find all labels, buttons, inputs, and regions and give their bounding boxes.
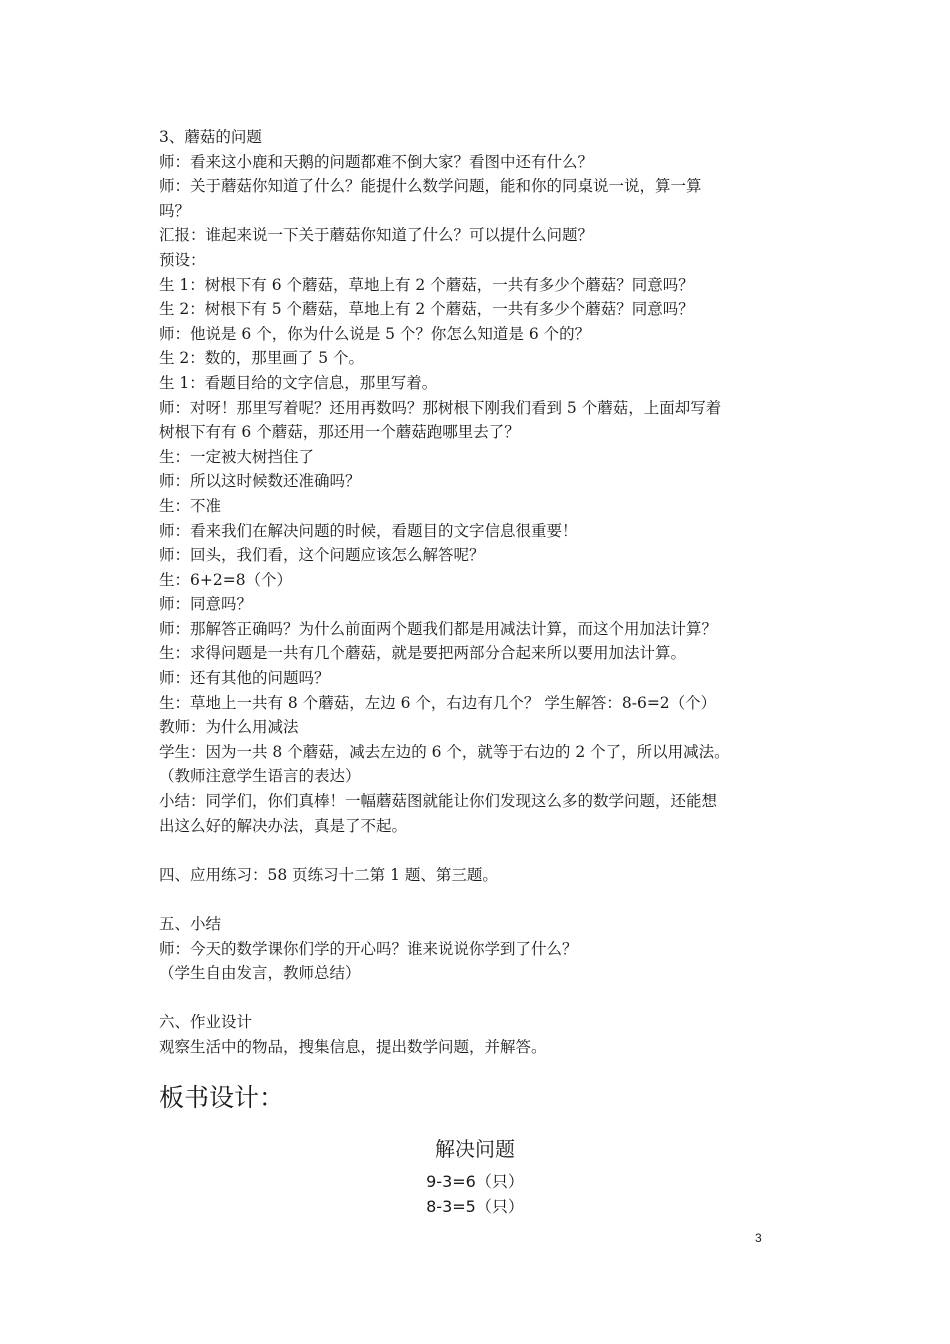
text-line: 师：他说是 6 个，你为什么说是 5 个？你怎么知道是 6 个的？ bbox=[159, 324, 591, 343]
text-line: 生 1：看题目给的文字信息，那里写着。 bbox=[159, 373, 438, 392]
page-number: 3 bbox=[755, 1231, 762, 1245]
text-line: 汇报：谁起来说一下关于蘑菇你知道了什么？可以提什么问题？ bbox=[159, 226, 594, 245]
text-line: 生 1：树根下有 6 个蘑菇，草地上有 2 个蘑菇，一共有多少个蘑菇？同意吗？ bbox=[159, 275, 694, 294]
text-line: 师：今天的数学课你们学的开心吗？谁来说说你学到了什么？ bbox=[159, 939, 578, 958]
text-line: 学生：因为一共 8 个蘑菇，减去左边的 6 个，就等于右边的 2 个了，所以用减法。 bbox=[159, 742, 730, 761]
blank-line bbox=[159, 838, 799, 863]
text-line: 六、作业设计 bbox=[159, 1013, 253, 1032]
board-design-title: 板书设计： bbox=[159, 1083, 285, 1112]
text-line: 3、蘑菇的问题 bbox=[159, 128, 262, 146]
text-line: 师：还有其他的问题吗？ bbox=[159, 669, 330, 688]
text-line: 师：那解答正确吗？为什么前面两个题我们都是用减法计算，而这个用加法计算？ bbox=[159, 619, 718, 638]
text-line: 出这么好的解决办法，真是了不起。 bbox=[159, 816, 408, 835]
text-line: 师：对呀！那里写着呢？还用再数吗？那树根下刚我们看到 5 个蘑菇，上面却写着 bbox=[159, 398, 722, 417]
text-line: 生 2：树根下有 5 个蘑菇，草地上有 2 个蘑菇，一共有多少个蘑菇？同意吗？ bbox=[159, 300, 694, 319]
text-line: 师：同意吗？ bbox=[159, 595, 253, 614]
text-line: 师：看来这小鹿和天鹅的问题都难不倒大家？看图中还有什么？ bbox=[159, 152, 594, 171]
text-line: 预设： bbox=[159, 250, 206, 269]
text-line: 五、小结 bbox=[159, 915, 222, 933]
lesson-body bbox=[159, 125, 799, 1060]
text-line: 树根下有有 6 个蘑菇，那还用一个蘑菇跑哪里去了？ bbox=[159, 423, 520, 442]
text-line: 生：不准 bbox=[159, 496, 222, 515]
text-line: 生：6+2=8（个） bbox=[159, 570, 293, 589]
text-line: 生：草地上一共有 8 个蘑菇，左边 6 个，右边有几个？ 学生解答：8-6=2（个） bbox=[159, 693, 717, 712]
text-line: 四、应用练习：58 页练习十二第 1 题、第三题。 bbox=[159, 865, 498, 884]
text-line: 教师：为什么用减法 bbox=[159, 718, 299, 737]
text-line: 师：关于蘑菇你知道了什么？能提什么数学问题，能和你的同桌说一说，算一算 bbox=[159, 177, 702, 196]
blank-line bbox=[159, 887, 799, 912]
text-line: 吗？ bbox=[159, 201, 191, 220]
board-heading: 解决问题 bbox=[435, 1137, 515, 1161]
blank-line bbox=[159, 986, 799, 1011]
board-equation-2: 8-3=5（只） bbox=[426, 1197, 524, 1216]
text-line: 生：一定被大树挡住了 bbox=[159, 447, 315, 466]
text-line: 师：回头，我们看，这个问题应该怎么解答呢？ bbox=[159, 546, 485, 565]
text-line: 小结：同学们，你们真棒！一幅蘑菇图就能让你们发现这么多的数学问题，还能想 bbox=[159, 792, 718, 811]
text-line: 生 2：数的，那里画了 5 个。 bbox=[159, 349, 365, 368]
text-line: 观察生活中的物品，搜集信息，提出数学问题，并解答。 bbox=[159, 1037, 547, 1056]
text-line: 师：看来我们在解决问题的时候，看题目的文字信息很重要！ bbox=[159, 521, 578, 540]
board-equation-1: 9-3=6（只） bbox=[426, 1172, 524, 1191]
text-line: （学生自由发言，教师总结） bbox=[159, 964, 361, 983]
text-line: 师：所以这时候数还准确吗？ bbox=[159, 472, 361, 491]
text-line: 生：求得问题是一共有几个蘑菇，就是要把两部分合起来所以要用加法计算。 bbox=[159, 644, 687, 663]
text-line: （教师注意学生语言的表达） bbox=[159, 767, 361, 786]
